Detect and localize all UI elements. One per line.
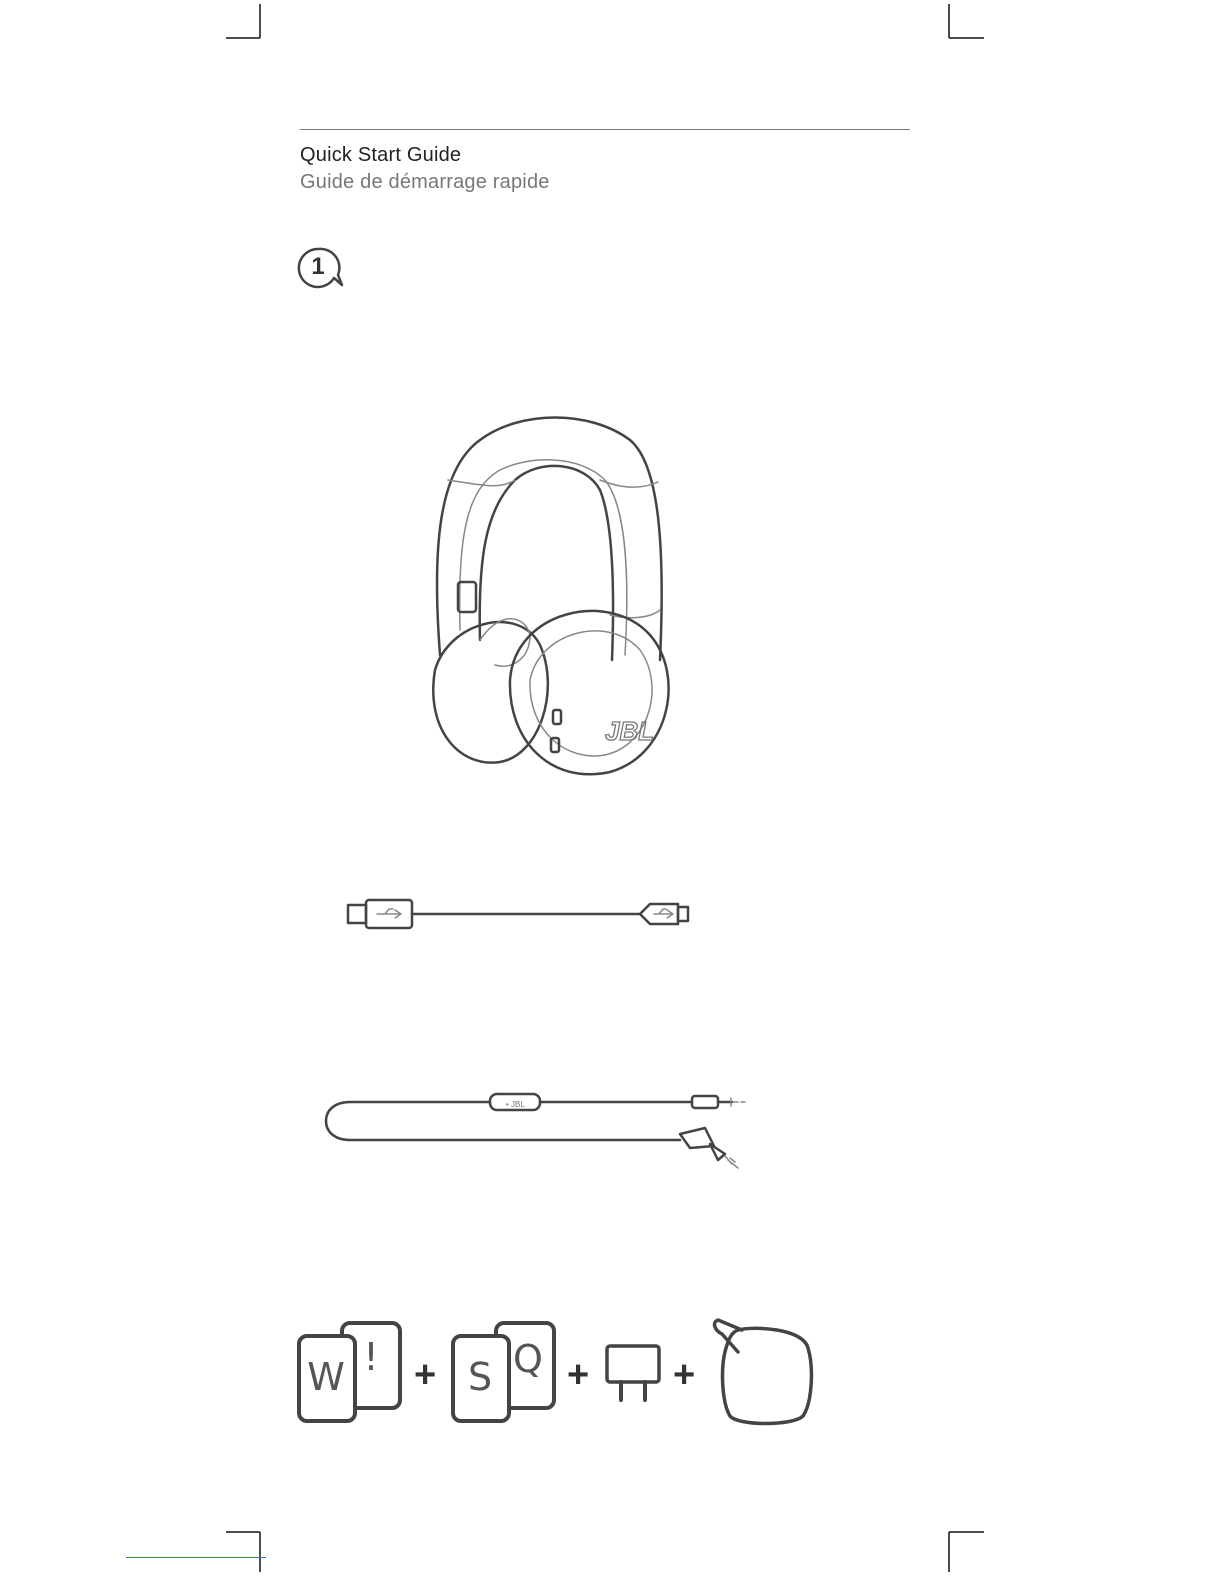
page-subtitle: Guide de démarrage rapide bbox=[300, 171, 550, 193]
plus-sign: + bbox=[414, 1354, 437, 1396]
plus-sign: + bbox=[567, 1354, 590, 1396]
page-title: Quick Start Guide bbox=[300, 144, 462, 166]
headphones-icon bbox=[420, 410, 680, 780]
audio-cable-icon bbox=[320, 1088, 750, 1173]
link-underline bbox=[126, 1557, 266, 1558]
carrying-pouch-icon bbox=[708, 1318, 814, 1426]
jbl-logo: JBL bbox=[605, 716, 655, 746]
document-letter-s: S bbox=[467, 1355, 493, 1399]
power-adapter-icon bbox=[604, 1343, 662, 1403]
document-letter-w: W bbox=[307, 1355, 345, 1399]
usb-cable-icon bbox=[345, 896, 695, 936]
header-rule bbox=[300, 129, 910, 130]
step-number: 1 bbox=[311, 253, 325, 280]
plus-sign: + bbox=[673, 1354, 696, 1396]
svg-text:• JBL: • JBL bbox=[506, 1100, 525, 1109]
document-letter-q: Q bbox=[513, 1337, 543, 1381]
document-letter-exclaim: ! bbox=[363, 1335, 379, 1379]
step-badge bbox=[298, 247, 348, 289]
